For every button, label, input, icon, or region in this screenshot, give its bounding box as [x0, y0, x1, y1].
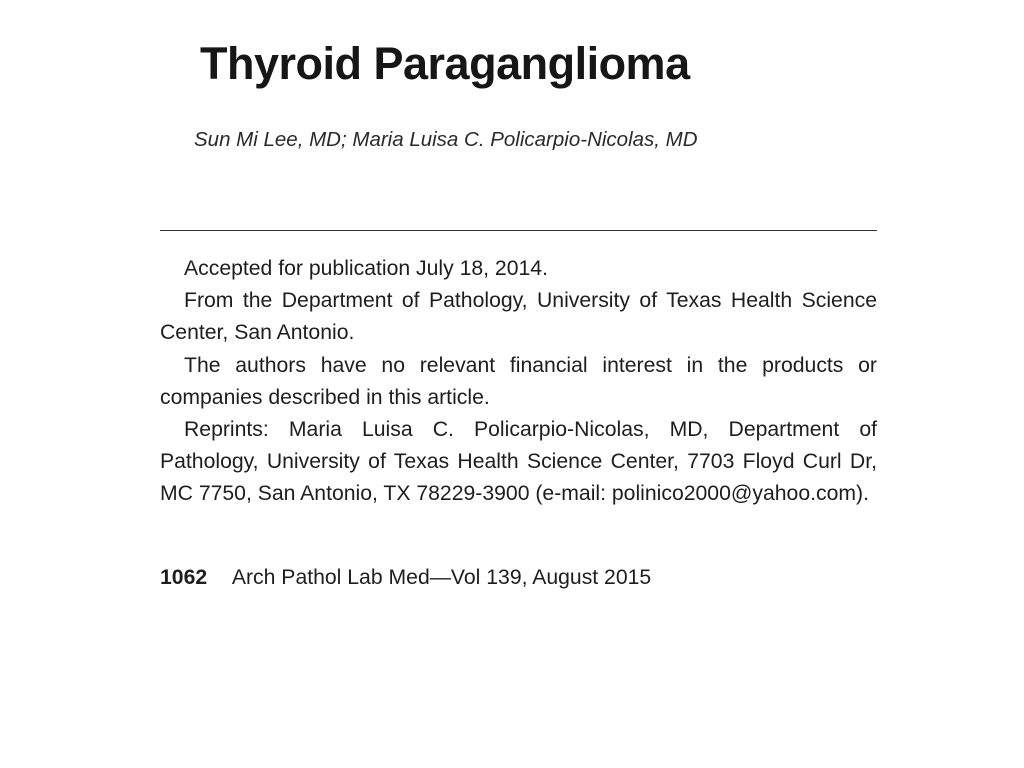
author-list: Sun Mi Lee, MD; Maria Luisa C. Policarpio-Nicolas, MD — [194, 128, 698, 151]
affiliation-note: From the Department of Pathology, University of Texas Health Science Center, San Antonio. — [160, 289, 877, 345]
journal-citation: Arch Pathol Lab Med—Vol 139, August 2015 — [231, 566, 652, 589]
page-number: 1062 — [160, 566, 208, 589]
disclosure-note: The authors have no relevant financial interest in the products or companies described in this article. — [160, 353, 877, 409]
footnotes — [160, 253, 877, 511]
page-footer — [160, 566, 651, 590]
article-title: Thyroid Paraganglioma — [200, 38, 690, 89]
reprints-note: Reprints: Maria Luisa C. Policarpio-Nicolas, MD, Department of Pathology, University of Texas Health Science Center, 7703 Floyd Curl Dr, MC 7750, San Antonio, TX 78229-3900 (e-mail: polinico2000@yahoo.com). — [160, 418, 877, 506]
accepted-note: Accepted for publication July 18, 2014. — [184, 257, 548, 280]
footnote-divider — [160, 230, 877, 231]
